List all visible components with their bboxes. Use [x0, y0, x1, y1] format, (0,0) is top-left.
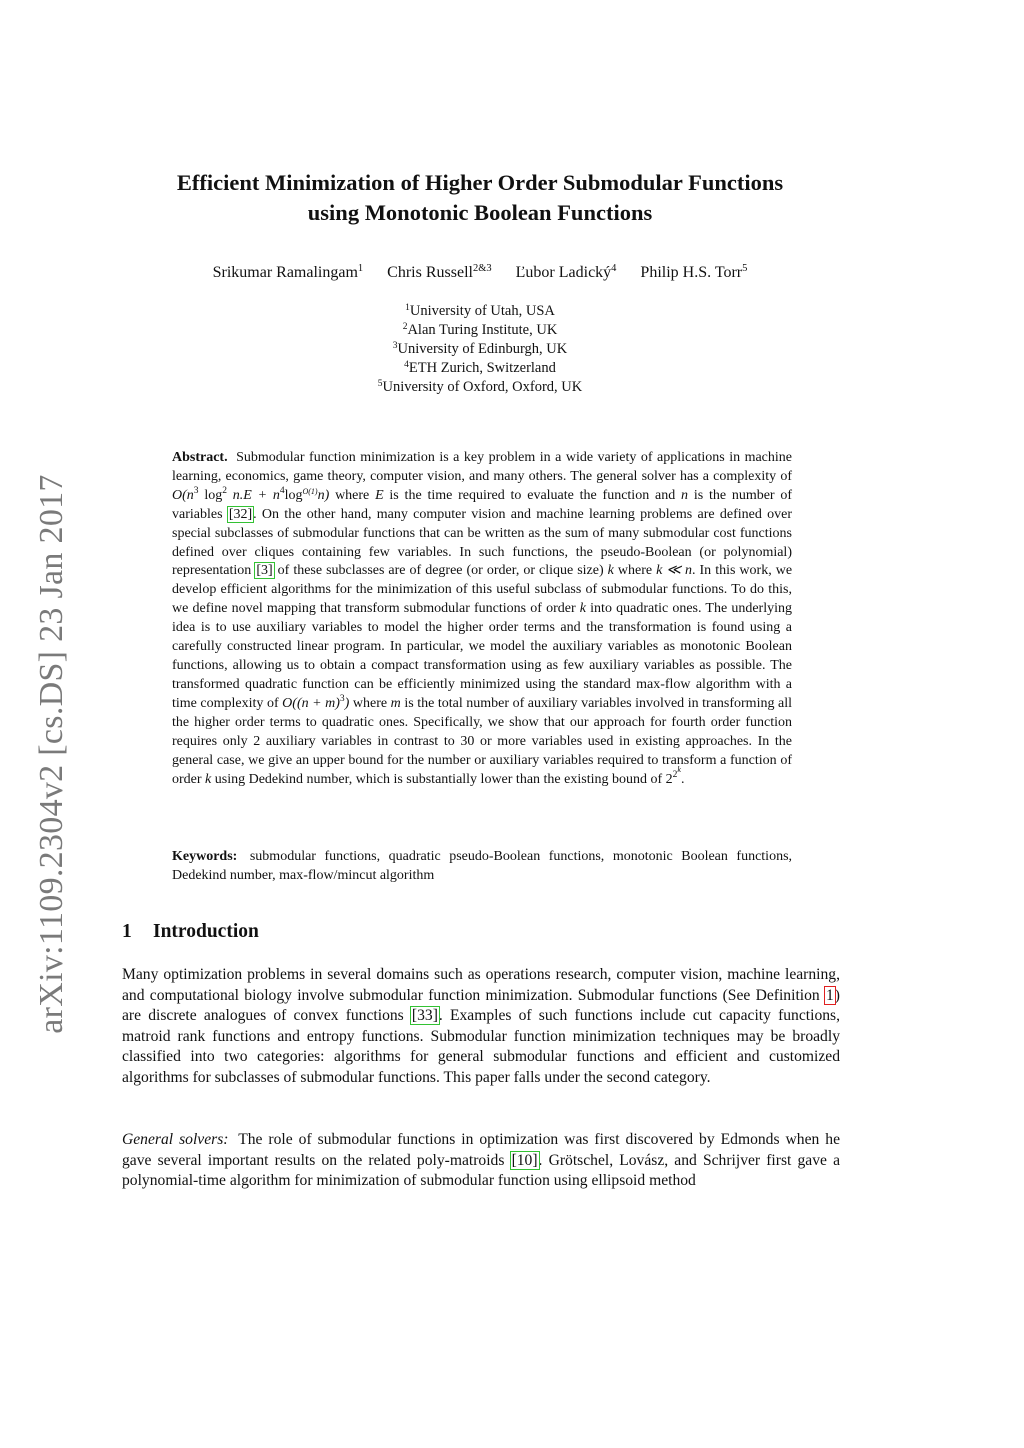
author: Srikumar Ramalingam$^1$	[212, 263, 364, 281]
title-line-1: Efficient Minimization of Higher Order Submodular Functions	[176, 170, 784, 195]
dedekind-bound-formula: $2^{2^k}$	[665, 765, 681, 788]
arxiv-identifier-stamp: arXiv:1109.2304v2 [cs.DS] 23 Jan 2017	[33, 474, 70, 1034]
keywords: Keywords: submodular functions, quadratic pseudo-Boolean functions, monotonic Boolean functions, Dedekind number, max-flow/mincut algorithm	[172, 849, 793, 883]
abstract-label: Abstract.	[172, 450, 228, 465]
general-solvers-paragraph: General solvers: The role of submodular functions in optimization was first discovered by Edmonds when he gave several important results on the related poly-matroids [10]. Grötschel, Lovász, and Schrijver first gave a polynomial-time algorithm for minimization of submodular function using ellipsoid method	[122, 1131, 841, 1190]
affiliation-list	[120, 302, 840, 397]
affiliation: $^3$University of Edinburgh, UK	[392, 341, 568, 357]
introduction-paragraph: Many optimization problems in several domains such as operations research, computer vision, machine learning, and computational biology involve submodular function minimization. Submodular functions (See Definition 1) are discrete analogues of convex functions [33]. Examples of such functions include cut capacity functions, matroid rank functions and entropy functions. Submodular function minimization techniques may be broadly classified into two categories: algorithms for general submodular functions and efficient and customized algorithms for subclasses of submodular functions. This paper falls under the second category.	[122, 966, 841, 1086]
affiliation: $^4$ETH Zurich, Switzerland	[404, 360, 556, 376]
definition-reference-link[interactable]: 1	[826, 986, 834, 1004]
affiliation: $^1$University of Utah, USA	[405, 303, 555, 319]
author: Chris Russell$^{2\&3}$	[387, 263, 492, 281]
citation-link[interactable]: [3]	[256, 563, 273, 579]
paper-title	[120, 168, 840, 228]
section-heading-introduction: 1 Introduction	[122, 921, 259, 942]
citation-link[interactable]: [32]	[228, 506, 253, 522]
citation-link[interactable]: [33]	[411, 1007, 438, 1025]
author: Philip H.S. Torr$^5$	[640, 263, 748, 281]
abstract: Abstract. Submodular function minimization is a key problem in a wide variety of applications in machine learning, economics, game theory, computer vision, and many others. The general solver has a complexity of $O(n^3$ $\log^2 n.E + n^4\log^{O(1)}n$) where E is the time required to evaluate the function and n is the number of variables [32]. On the other hand, many computer vision and machine learning problems are defined over special subclasses of submodular functions that can be written as the sum of many submodular cost functions defined over cliques containing few variables. In such functions, the pseudo-Boolean (or polynomial) representation [3] of these subclasses are of degree (or order, or clique size) k where k ≪ n. In this work, we develop efficient algorithms for the minimization of this useful subclass of submodular functions. To do this, we define novel mapping that transform submodular functions of order k into quadratic ones. The underlying idea is to use auxiliary variables to model the higher order terms and the transformation is found using a carefully constructed linear program. In particular, we model the auxiliary variables as monotonic Boolean functions, allowing us to obtain a compact transformation using as few auxiliary variables as possible. The transformed quadratic function can be efficiently minimized using the standard max-flow algorithm with a time complexity of $O((n + m)^3)$ where m is the total number of auxiliary variables involved in transforming all the higher order terms to quadratic ones. Specifically, we show that our approach for fourth order function requires only 2 auxiliary variables in contrast to 30 or more variables used in existing approaches. In the general case, we give an upper bound for the number or auxiliary variables required to transform a function of order k using Dedekind number, which is substantially lower than the existing bound of $2^{2^k}$.	[172, 450, 793, 788]
affiliation: $^5$University of Oxford, Oxford, UK	[377, 379, 583, 395]
complexity-formula: $O(n^3$ $\log^2 n.E + n^4\log^{O(1)}n$)	[172, 485, 330, 503]
author-list	[120, 264, 840, 282]
keywords-label: Keywords:	[172, 849, 238, 864]
citation-link[interactable]: [10]	[511, 1151, 538, 1169]
affiliation: $^2$Alan Turing Institute, UK	[402, 322, 558, 338]
author: Ľubor Ladický$^4$	[515, 263, 617, 281]
title-line-2: using Monotonic Boolean Functions	[307, 200, 653, 225]
paragraph-label: General solvers:	[122, 1131, 229, 1148]
maxflow-complexity-formula: $O((n + m)^3)$	[282, 693, 350, 711]
